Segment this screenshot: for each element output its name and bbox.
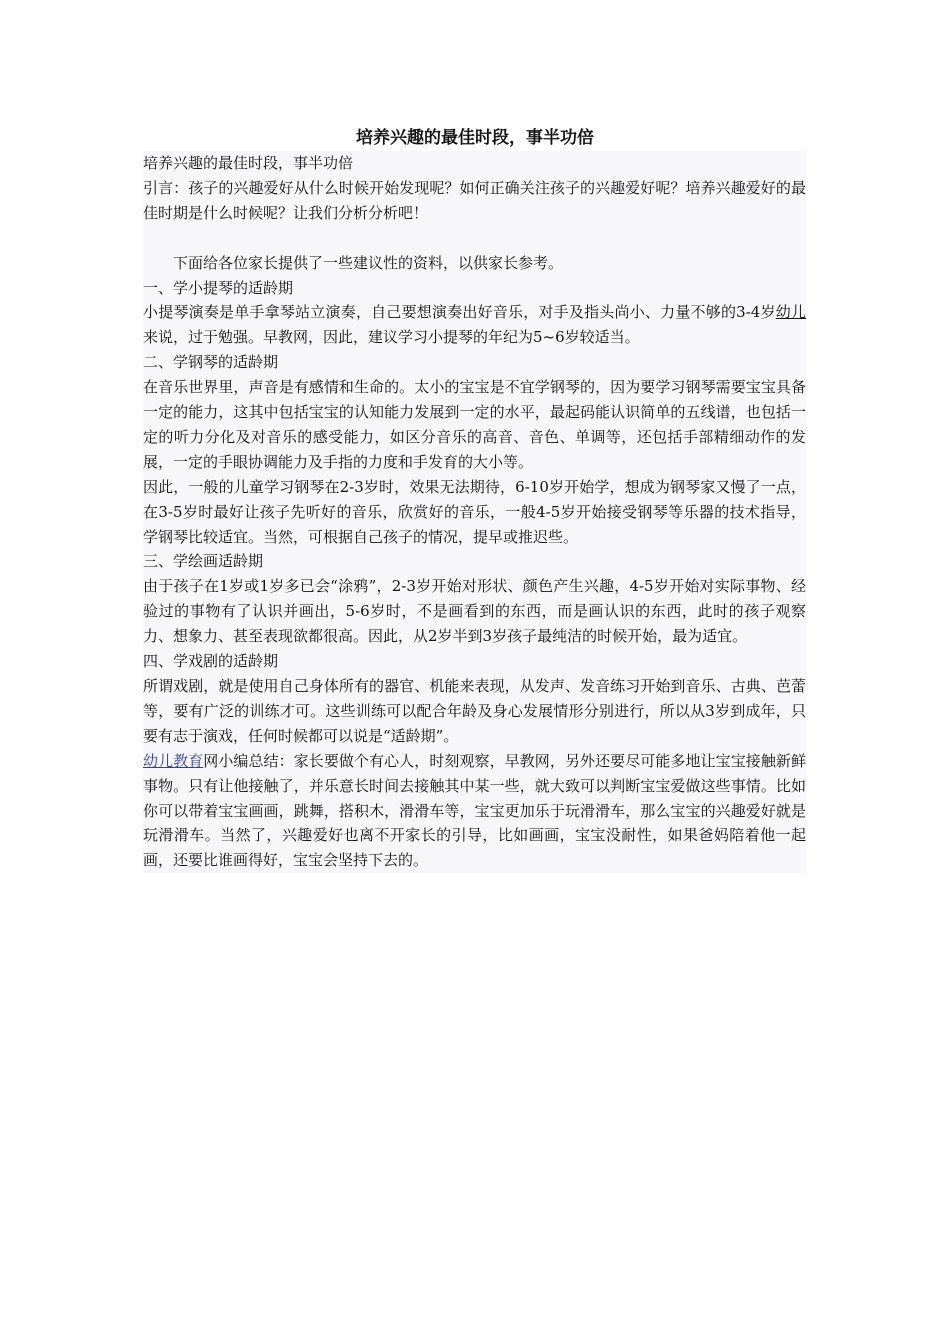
document-title: 培养兴趣的最佳时段，事半功倍 xyxy=(356,128,594,148)
violin-text-part2: 来说，过于勉强。早教网，因此，建议学习小提琴的年纪为5~6岁较适当。 xyxy=(143,328,640,347)
section-text-drama: 所谓戏剧，就是使用自己身体所有的器官、机能来表现，从发声、发音练习开始到音乐、古典、芭蕾等，要有广泛的训练才可。这些训练可以配合年龄及身心发展情形分别进行，所以从3岁到成年，只要有志于演戏，任何时候都可以说是“适龄期”。 xyxy=(143,677,806,745)
section-heading-violin: 一、学小提琴的适龄期 xyxy=(143,278,294,297)
summary-text: 网小编总结：家长要做个有心人，时刻观察，早教网，另外还要尽可能多地让宝宝接触新鲜事物。只有让他接触了，并乐意长时间去接触其中某一些，就大致可以判断宝宝爱做这些事情。比如你可以带着宝宝画画，跳舞，搭积木，滑滑车等，宝宝更加乐于玩滑滑车，那么宝宝的兴趣爱好就是玩滑滑车。当然了，兴趣爱好也离不开家长的引导，比如画画，宝宝没耐性，如果爸妈陪着他一起画，还要比谁画得好，宝宝会坚持下去的。 xyxy=(143,751,806,870)
article-body xyxy=(143,151,806,873)
article-subtitle: 培养兴趣的最佳时段，事半功倍 xyxy=(143,154,354,172)
section-heading-drawing: 三、学绘画适龄期 xyxy=(143,552,264,571)
toddler-link[interactable]: 幼儿 xyxy=(775,303,806,322)
section-text-drawing: 由于孩子在1岁或1岁多已会“涂鸦”，2-3岁开始对形状、颜色产生兴趣，4-5岁开始对实际事物、经验过的事物有了认识并画出，5-6岁时，不是画看到的东西，而是画认识的东西，此时的孩子观察力、想象力、甚至表现欲都很高。因此，从2岁半到3岁孩子最纯洁的时候开始，最为适宜。 xyxy=(143,577,806,646)
early-education-link[interactable]: 幼儿教育 xyxy=(143,751,204,770)
summary-paragraph xyxy=(143,749,806,874)
article-intro: 引言：孩子的兴趣爱好从什么时候开始发现呢？如何正确关注孩子的兴趣爱好呢？培养兴趣爱好的最佳时期是什么时候呢？让我们分析分析吧！ xyxy=(143,178,806,222)
section-text-piano-1: 在音乐世界里，声音是有感情和生命的。太小的宝宝是不宜学钢琴的，因为要学习钢琴需要宝宝具备一定的能力，这其中包括宝宝的认知能力发展到一定的水平，最起码能认识简单的五线谱，也包括一定的听力分化及对音乐的感受能力，如区分音乐的高音、音色、单调等，还包括手部精细动作的发展，一定的手眼协调能力及手指的力度和手发育的大小等。 xyxy=(143,378,806,471)
section-text-piano-2: 因此，一般的儿童学习钢琴在2-3岁时，效果无法期待，6-10岁开始学，想成为钢琴家又慢了一点，在3-5岁时最好让孩子先听好的音乐，欣赏好的音乐，一般4-5岁开始接受钢琴等乐器的技术指导，学钢琴比较适宜。当然，可根据自己孩子的情况，提早或推迟些。 xyxy=(143,477,806,546)
violin-text-part1: 小提琴演奏是单手拿琴站立演奏，自己要想演奏出好音乐，对手及指头尚小、力量不够的3-4岁 xyxy=(143,303,776,322)
section-text-violin xyxy=(143,300,806,350)
section-heading-piano: 二、学钢琴的适龄期 xyxy=(143,353,279,372)
section-heading-drama: 四、学戏剧的适龄期 xyxy=(143,652,279,671)
blank-line xyxy=(143,226,806,251)
article-lead: 下面给各位家长提供了一些建议性的资料，以供家长参考。 xyxy=(173,253,564,272)
